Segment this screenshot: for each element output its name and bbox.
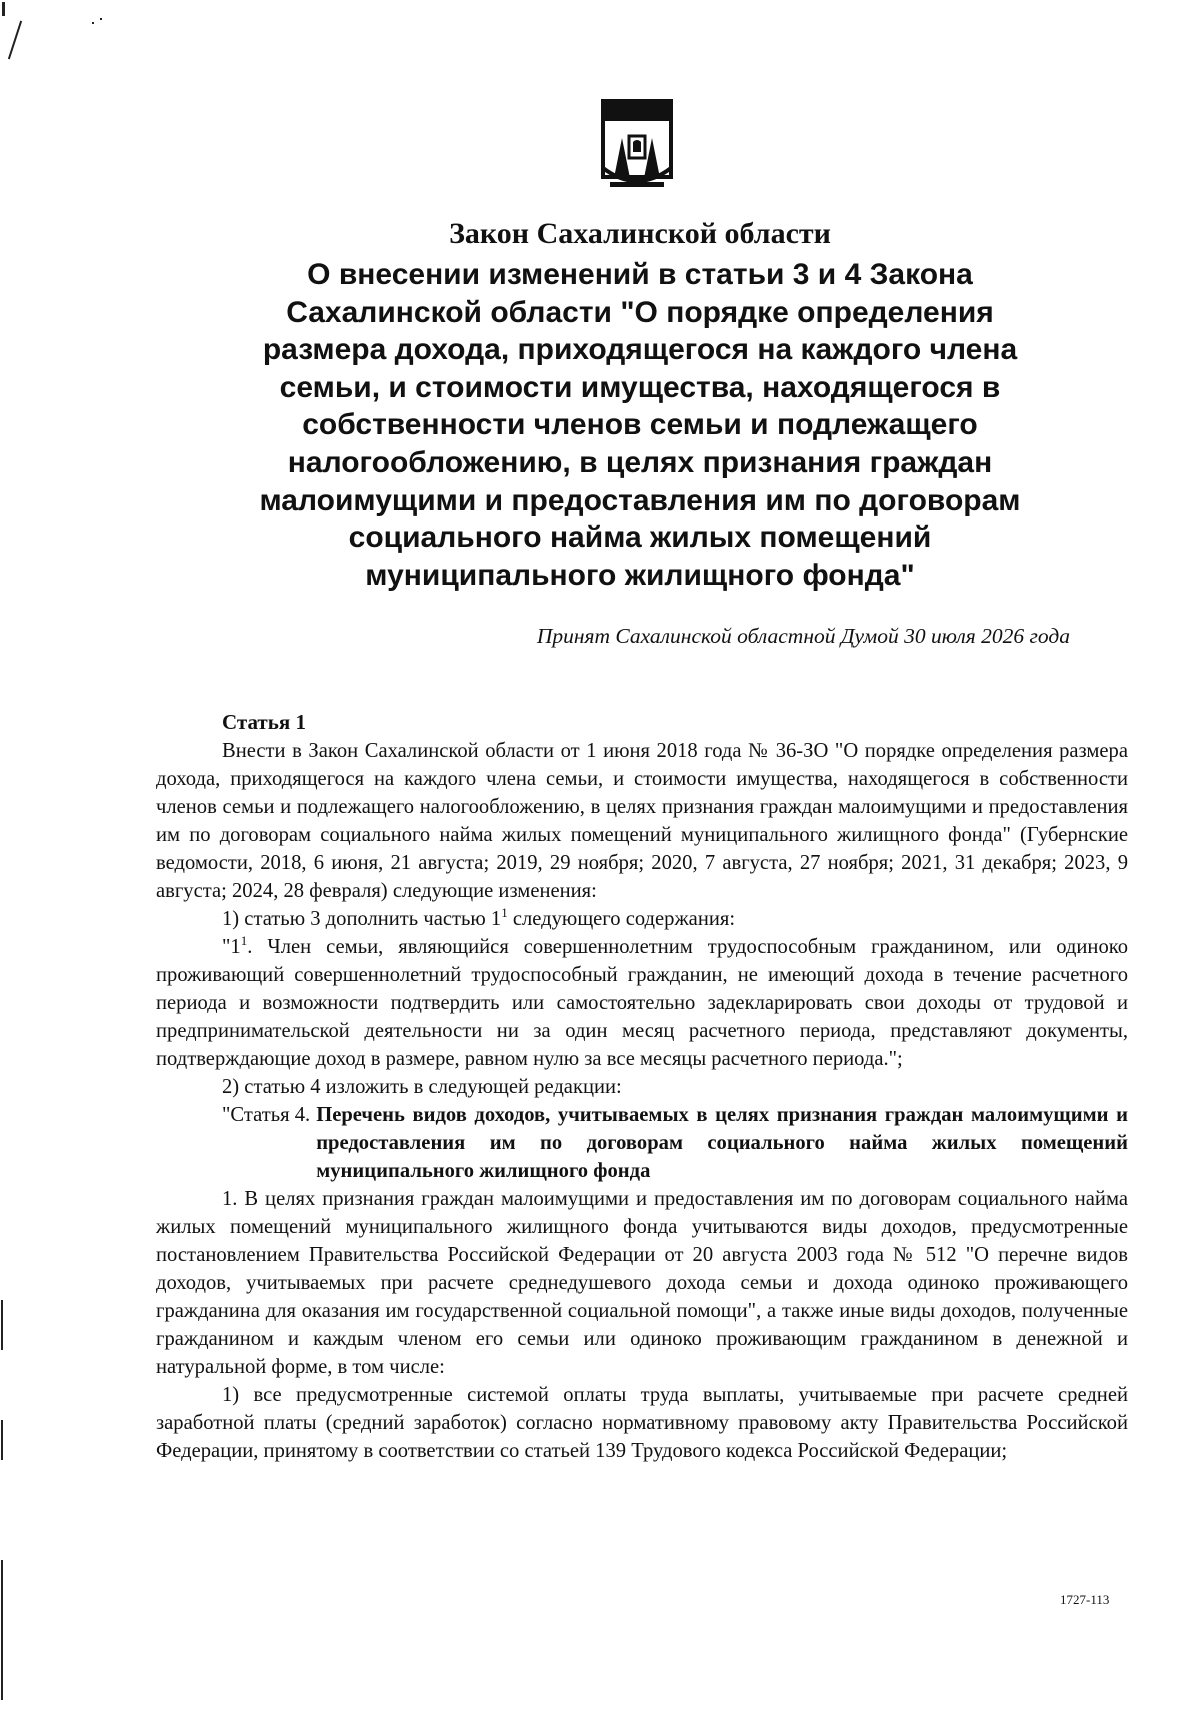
- amendment-item-2: 2) статью 4 изложить в следующей редакции:: [222, 1076, 622, 1098]
- coat-of-arms-icon: [600, 98, 674, 190]
- main-title-line: Сахалинской области "О порядке определения: [286, 295, 994, 329]
- amendment-item-1-text: 1) статью 3 дополнить частью 1: [222, 908, 502, 930]
- quoted-part-text: . Член семьи, являющийся совершеннолетним трудоспособным гражданином, или одиноко проживающий совершеннолетний трудоспособный гражданин, не имеющий дохода в течение расчетного периода и возможности подтвердить или самостоятельно задекларировать свои доходы от трудовой и предпринимательской деятельности ни за один месяц расчетного периода, представляют документы, подтверждающие доход в размере, равном нулю за все месяцы расчетного периода.";: [156, 936, 1128, 1070]
- article-4-prefix: "Статья 4.: [222, 1104, 311, 1126]
- amendment-item-1: [156, 905, 1128, 933]
- article-4-heading: [156, 1101, 1128, 1185]
- scan-artifact: [1, 1300, 3, 1350]
- main-title: [190, 256, 1090, 594]
- quoted-part-number: "1: [222, 936, 241, 958]
- main-title-line: собственности членов семьи и подлежащего: [302, 408, 978, 442]
- superscript: 1: [501, 905, 508, 920]
- scan-artifact: [92, 22, 94, 24]
- main-title-line: социального найма жилых помещений: [348, 521, 932, 555]
- article-1-intro: Внести в Закон Сахалинской области от 1 июня 2018 года № 36-ЗО "О порядке определения размера дохода, приходящегося на каждого члена семьи, и стоимости имущества, находящегося в собственности членов семьи и подлежащего налогообложению, в целях признания граждан малоимущими и предоставления им по договорам социального найма жилых помещений муниципального жилищного фонда" (Губернские ведомости, 2018, 6 июня, 21 августа; 2019, 29 ноября; 2020, 7 августа, 27 ноября; 2021, 31 декабря; 2023, 9 августа; 2024, 28 февраля) следующие изменения:: [156, 740, 1128, 902]
- scan-artifact: [1, 1560, 3, 1700]
- article-4-item-1: 1) все предусмотренные системой оплаты труда выплаты, учитываемые при расчете средней заработной платы (средний заработок) согласно нормативному правовому акту Правительства Российской Федерации, принятому в соответствии со статьей 139 Трудового кодекса Российской Федерации;: [156, 1384, 1128, 1462]
- main-title-line: О внесении изменений в статьи 3 и 4 Закона: [307, 258, 973, 291]
- article-1-heading: Статья 1: [222, 710, 306, 734]
- main-title-line: малоимущими и предоставления им по договорам: [259, 483, 1021, 517]
- adoption-note: Принят Сахалинской областной Думой 30 июля 2026 года: [536, 624, 1070, 648]
- law-title: Закон Сахалинской области: [449, 217, 831, 250]
- amendment-item-1-text-end: следующего содержания:: [507, 908, 736, 930]
- article-4-title: Перечень видов доходов, учитываемых в целях признания граждан малоимущими и предоставления им по договорам социального найма жилых помещений муниципального жилищного фонда: [316, 1104, 1128, 1182]
- scan-artifact: [8, 21, 22, 60]
- scan-artifact: [2, 2, 5, 16]
- scan-artifact: [100, 18, 102, 20]
- main-title-line: размера дохода, приходящегося на каждого члена: [262, 333, 1018, 367]
- article-1-body: [156, 737, 1128, 1465]
- scan-artifact: [1, 1420, 3, 1460]
- main-title-line: налогообложению, в целях признания граждан: [287, 445, 993, 479]
- superscript: 1: [240, 933, 248, 948]
- quoted-part-1-1: [156, 933, 1128, 1073]
- main-title-line: муниципального жилищного фонда": [365, 558, 915, 592]
- main-title-line: семьи, и стоимости имущества, находящегося в: [279, 370, 1001, 404]
- page-code: 1727-113: [1060, 1592, 1110, 1607]
- article-4-part-1: 1. В целях признания граждан малоимущими и предоставления им по договорам социального найма жилых помещений муниципального жилищного фонда учитываются виды доходов, предусмотренные постановлением Правительства Российской Федерации от 20 августа 2003 года № 512 "О перечне видов доходов, учитываемых при расчете среднедушевого дохода семьи и дохода одиноко проживающего гражданина для оказания им государственной социальной помощи", а также иные виды доходов, полученные гражданином и каждым членом его семьи или одиноко проживающим гражданином в денежной и натуральной форме, в том числе:: [156, 1188, 1128, 1378]
